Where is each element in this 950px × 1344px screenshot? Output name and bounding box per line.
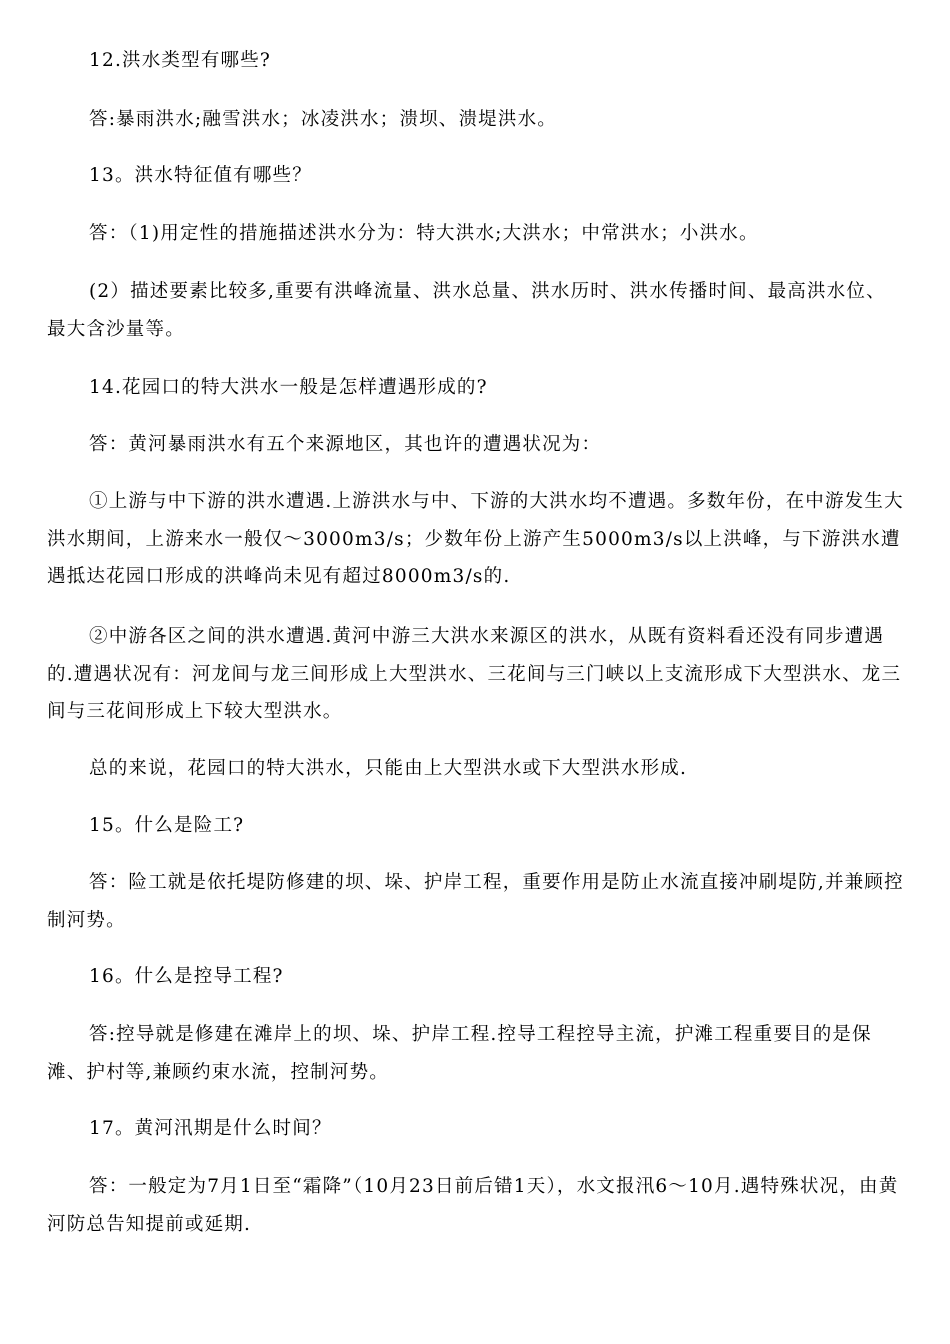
answer-13-part-1: 答：（1)用定性的措施描述洪水分为：特大洪水;大洪水；中常洪水；小洪水。 — [89, 223, 759, 244]
answer-14-point-2: ②中游各区之间的洪水遭遇.黄河中游三大洪水来源区的洪水，从既有资料看还没有同步遭遇的.遭遇状况有：河龙间与龙三间形成上大型洪水、三花间与三门峡以上支流形成下大型洪水、龙三间与三花间形成上下较大型洪水。 — [47, 626, 902, 722]
answer-14-intro: 答：黄河暴雨洪水有五个来源地区，其也许的遭遇状况为： — [89, 434, 602, 455]
question-16: 16。什么是控导工程? — [89, 966, 284, 987]
answer-16: 答:控导就是修建在滩岸上的坝、垛、护岸工程.控导工程控导主流，护滩工程重要目的是保滩、护村等,兼顾约束水流，控制河势。 — [47, 1024, 872, 1083]
question-12: 12.洪水类型有哪些? — [89, 50, 272, 71]
answer-14-summary: 总的来说，花园口的特大洪水，只能由上大型洪水或下大型洪水形成. — [89, 758, 688, 779]
question-17: 17。黄河汛期是什么时间？ — [89, 1118, 332, 1139]
question-15: 15。什么是险工? — [89, 815, 245, 836]
answer-13-part-2: (2）描述要素比较多,重要有洪峰流量、洪水总量、洪水历时、洪水传播时间、最高洪水位、最大含沙量等。 — [47, 281, 886, 340]
answer-15: 答：险工就是依托堤防修建的坝、垛、护岸工程，重要作用是防止水流直接冲刷堤防,并兼顾控制河势。 — [47, 872, 904, 931]
question-13: 13。洪水特征值有哪些？ — [89, 165, 312, 186]
question-14: 14.花园口的特大洪水一般是怎样遭遇形成的? — [89, 377, 488, 398]
answer-17: 答：一般定为7月1日至“霜降”（10月23日前后错1天），水文报汛6～10月.遇特殊状况，由黄河防总告知提前或延期. — [47, 1176, 899, 1235]
answer-14-point-1: ①上游与中下游的洪水遭遇.上游洪水与中、下游的大洪水均不遭遇。多数年份，在中游发生大洪水期间，上游来水一般仅～3000m3/s；少数年份上游产生5000m3/s以上洪峰，与下游洪水遭遇抵达花园口形成的洪峰尚未见有超过8000m3/s的. — [47, 491, 904, 587]
answer-12: 答:暴雨洪水;融雪洪水；冰凌洪水；溃坝、溃堤洪水。 — [89, 109, 557, 130]
